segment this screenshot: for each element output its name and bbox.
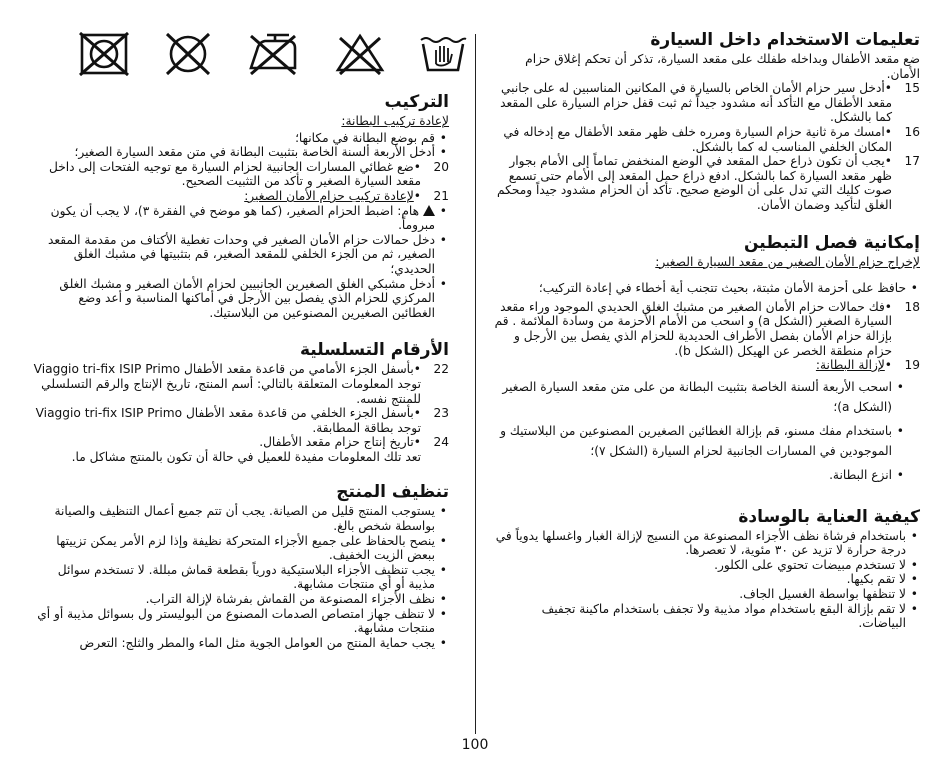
list-item: • حافظ على أحزمة الأمان مثبتة، بحيث تتجنب أية أخطاء في إعادة التركيب؛ [492, 281, 920, 296]
left-column [33, 92, 449, 650]
list-item: • أدخل الأربعة ألسنة الخاصة بتثبيت البطانة في متن مقعد السيارة الصغير؛ [33, 145, 449, 160]
subheading: لإعادة تركيب البطانة: [341, 114, 449, 128]
section-title: كيفية العناية بالوسادة [738, 506, 920, 527]
no-bleach-icon [334, 32, 386, 76]
list-item: 18 •فك حمالات حزام الأمان الصغير من مشبك الغلق الحديدي الموجود وراء مقعد السيارة الصغير (الشكل a) و اسحب من الأمام الأحزمة من وسادة الملائمة . قم بإزالة حزام الأمان بفصل الأطراف الحديدية للحزام الذي يفصل بين الأرجل و حزام منطقة الخصر عن الهيكل (الشكل b). [494, 299, 920, 358]
section-in-car-instructions [492, 30, 920, 213]
list-item: 23 •بأسفل الجزء الخلفي من قاعدة مقعد الأطفال Viaggio tri-fix ISIP Primo توجد بطاقة المطابقة. [35, 406, 449, 435]
list-item: • قم بوضع البطانة في مكانها؛ [33, 131, 449, 146]
hand-wash-icon [418, 32, 468, 76]
list-item: • لا تنظفها بواسطة الغسيل الجاف. [492, 587, 920, 602]
section-serial-numbers [33, 340, 449, 464]
section-title: التركيب [384, 92, 449, 112]
list-item: 24 •تاريخ إنتاج حزام مقعد الأطفال. [259, 435, 449, 450]
list-item: • لا تقم بكيها. [492, 572, 920, 587]
section-removable-lining [492, 233, 920, 485]
no-dry-clean-icon [163, 32, 213, 76]
bullet-list [492, 529, 920, 631]
list-item: • باستخدام فرشاة نظف الأجزاء المصنوعة من النسيج لإزالة الغبار واغسلها يدوياً في درجة حرارة لا تزيد عن ٣٠ مئوية، لا تعصرها. [492, 529, 920, 558]
list-item: • يجب حماية المنتج من العوامل الجوية مثل الماء والمطر والثلج: التعرض [33, 636, 449, 651]
list-item: • دخل حمالات حزام الأمان الصغير في وحدات تغطية الأكتاف من مقدمة المقعد الصغير، ثم من الجزء الخلفي للمقعد الصغير، قم بتثبيتها في مشبك الغلق الحديدي؛ [33, 233, 449, 277]
subheading: لإخراج حزام الأمان الصغير من مقعد السيارة الصغير: [655, 254, 920, 269]
bullet-list [33, 131, 449, 321]
list-item: • انزع البطانة. [492, 465, 906, 485]
list-item: • لا تستخدم مبيضات تحتوي على الكلور. [492, 558, 920, 573]
column-divider [475, 34, 476, 734]
numbered-list [492, 81, 920, 212]
list-item: • نظف الأجزاء المصنوعة من القماش بفرشاة لإزالة التراب. [33, 592, 449, 607]
intro-text: ضع مقعد الأطفال وبداخله طفلك على مقعد السيارة، تذكر أن تحكم إغلاق حزام الأمان. [525, 52, 920, 81]
list-item: • لا تقم بإزالة البقع باستخدام مواد مذيبة ولا تجفف باستخدام ماكينة تجفيف البياضات. [492, 602, 920, 631]
bullet-list [492, 377, 920, 485]
right-column [492, 30, 920, 631]
list-item: 19 •لإزالة البطانة: [815, 358, 920, 373]
list-item: • يستوجب المنتج قليل من الصيانة. يجب أن تتم جميع أعمال التنظيف والصيانة بواسطة شخص بالغ. [33, 504, 449, 533]
list-item: 16 •امسك مرة ثانية حزام السيارة ومرره خلف ظهر مقعد الأطفال مع إدخاله في المكان الخلفي المناسب له كما بالشكل. [503, 124, 920, 154]
list-item: • لا تنظف جهاز امتصاص الصدمات المصنوع من البوليستر ول بسوائل مذيبة أو أي منتجات مشابهة. [33, 607, 449, 636]
numbered-list [33, 362, 449, 450]
list-item: • ينصح بالحفاظ على جميع الأجزاء المتحركة نظيفة وإذا لزم الأمر يمكن تزييتها ببعض الزيت الخفيف. [33, 534, 449, 563]
section-title: إمكانية فصل التبطين [743, 232, 920, 253]
care-icons-row [78, 32, 468, 76]
section-installation [33, 92, 449, 320]
list-item: 21 •لإعادة تركيب حزام الأمان الصغير: [244, 188, 449, 203]
section-cushion-care [492, 507, 920, 631]
warning-item: • هام: اضبط الحزام الصغير، (كما هو موضح في الفقرة ٣)، لا يجب أن يكون مبروماً. [33, 204, 449, 233]
list-item: • باستخدام مفك مسنو، قم بإزالة الغطائين الصغيرين المصنوعين من البلاستيك و الموجودين في المسارات الجانبية لحزام السيارة (الشكل ٧)؛ [492, 421, 906, 461]
list-item: 22 •بأسفل الجزء الأمامي من قاعدة مقعد الأطفال Viaggio tri-fix ISIP Primo توجد المعلومات المتعلقة بالتالي: أسم المنتج، تاريخ الإنتاج والرقم التسلسلي للمنتج نفسه. [33, 362, 449, 406]
no-tumble-dry-icon [78, 32, 130, 76]
bullet-list [492, 281, 920, 373]
list-item: • اسحب الأربعة ألسنة الخاصة بتثبيت البطانة من على متن مقعد السيارة الصغير (الشكل a)؛ [492, 377, 906, 417]
list-item: 15 •أدخل سير حزام الأمان الخاص بالسيارة في المكانين المناسبين له على جانبي مقعد الأطفال مع التأكد أنه مشدود جيداً ثم ثبت قفل حزام السيارة على المقعد كما بالشكل. [500, 81, 920, 125]
list-item: • أدخل مشبكي الغلق الصغيرين الجانبيين لحزام الأمان الصغير و مشبك الغلق المركزي للحزام الذي يفصل بين الأرجل في أماكنها المناسبة و أعد وضع الغطائين الصغيرين المصنوعين من البلاستيك. [33, 277, 449, 321]
section-title: الأرقام التسلسلية [299, 340, 449, 361]
bullet-list [33, 504, 449, 650]
list-item: • يجب تنظيف الأجزاء البلاستيكية دورياً بقطعة قماش مبللة. لا تستخدم سوائل مذيبة أو أي منتجات مشابهة. [33, 563, 449, 592]
warning-icon [423, 205, 435, 216]
note-text: تعد تلك المعلومات مفيدة للعميل في حالة أن تكون بالمنتج مشاكل ما. [71, 449, 421, 464]
section-product-cleaning [33, 482, 449, 650]
list-item: 17 •يجب أن تكون ذراع حمل المقعد في الوضع المنخفض تماماً إلى الأمام بجوار ظهر مقعد السيارة كما بالشكل. ادفع ذراع حمل المقعد إلى الأمام حتى تسمع صوت كليك التي تدل على أن الوضع صحيح. تأكد أن الحزام مشدود جيداً ومحكم الغلق لتأكيد وضمان الأمان. [496, 154, 920, 212]
section-title: تعليمات الاستخدام داخل السيارة [650, 30, 920, 50]
section-title: تنظيف المنتج [336, 482, 449, 503]
list-item: 20 •ضع غطائي المسارات الجانبية لحزام السيارة مع توجيه الفتحات إلى داخل مقعد السيارة الصغير و تأكد من التثبيت الصحيح. [48, 159, 449, 189]
no-iron-icon [245, 32, 301, 76]
page-number: 100 [461, 737, 489, 753]
